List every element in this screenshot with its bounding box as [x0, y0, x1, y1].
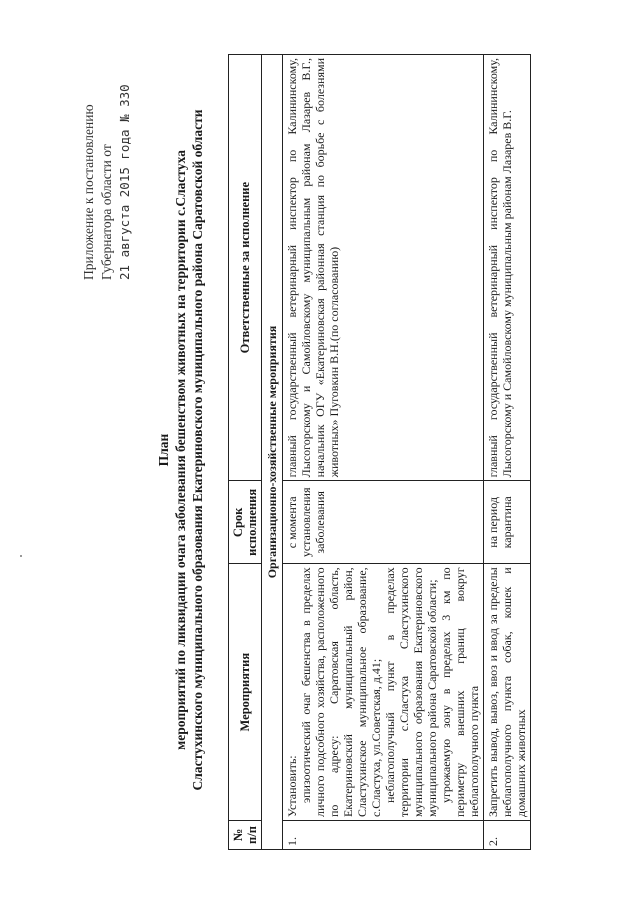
- table-header-row: [229, 55, 262, 850]
- rotated-page: [0, 20, 640, 880]
- scan-speck: [20, 555, 26, 561]
- row-measures: Запретить вывод, вывоз, ввоз и ввод за пределы неблагополучного пункта собак, кошек и домашних животных: [484, 564, 531, 821]
- row-term: на период карантина: [484, 481, 531, 564]
- title-line-1: План: [156, 433, 171, 467]
- row-num: 2.: [484, 821, 531, 850]
- row-measures: [283, 564, 484, 821]
- section-row: [262, 55, 283, 850]
- row-num: 1.: [283, 821, 484, 850]
- title-line-2: мероприятий по ликвидации очага заболевания бешенством животных на территории с.Сластуха: [173, 150, 188, 750]
- appendix-block: [80, 84, 134, 280]
- appendix-line-2: Губернатора области от: [99, 144, 114, 280]
- measure-paragraph: эпизоотический очаг бешенства в пределах личного подсобного хозяйства, расположенного по адресу: Саратовская область, Екатериновский муниципальный район, Сластухинское муниципальное образование, с.Сластуха, ул.Советская, д.41;: [299, 567, 383, 818]
- document-title: [155, 50, 206, 850]
- row-responsible: главный государственный ветеринарный инспектор по Калининскому, Лысогорскому и Самойловскому муниципальным районам Лазарев В.Г.: [484, 55, 531, 481]
- measure-paragraph: неблагополучный пункт в пределах территории с.Сластуха Сластухинского муниципального образования Екатериновского муниципального района Саратовской области;: [383, 567, 439, 818]
- section-title: Организационно-хозяйственные мероприятия: [262, 55, 283, 850]
- measure-paragraph: Установить:: [285, 755, 299, 818]
- row-responsible: главный государственный ветеринарный инспектор по Калининскому, Лысогорскому и Самойловскому муниципальным районам Лазарев В.Г., начальник ОГУ «Екатериновская районная станция по борьбе с болезнями животных» Пуговкин В.Н.(по согласованию): [283, 55, 484, 481]
- table-row: [283, 55, 484, 850]
- appendix-line-3: 21 августа 2015 года № 330: [117, 84, 132, 280]
- title-line-3: Сластухинского муниципального образования Екатериновского муниципального района Саратовской области: [190, 109, 205, 791]
- header-term: Срок исполнения: [229, 481, 262, 564]
- table-row: [484, 55, 531, 850]
- appendix-line-1: Приложение к постановлению: [81, 104, 96, 280]
- header-responsible: Ответственные за исполнение: [229, 55, 262, 481]
- measures-table: [228, 54, 531, 850]
- row-term: с момента установления заболевания: [283, 481, 484, 564]
- measure-paragraph: угрожаемую зону в пределах 3 км по периметру внешних границ вокруг неблагополучного пункта: [439, 567, 481, 818]
- header-measures: Мероприятия: [229, 564, 262, 821]
- header-num: № п/п: [229, 821, 262, 850]
